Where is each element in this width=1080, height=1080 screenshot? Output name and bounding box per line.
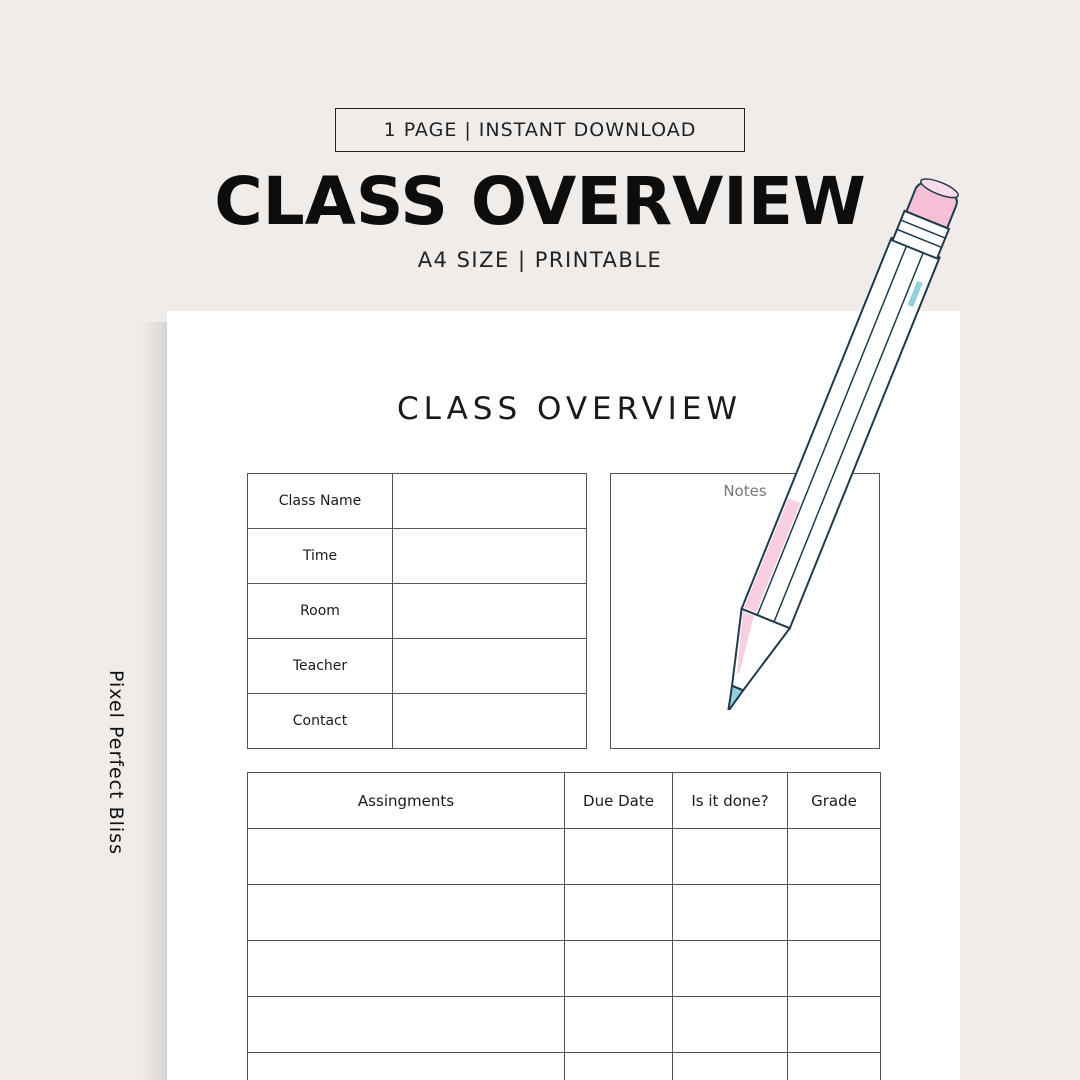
info-row (248, 639, 587, 694)
info-row (248, 584, 587, 639)
info-value-cell (393, 529, 587, 584)
table-cell (565, 1053, 673, 1080)
table-cell (248, 885, 565, 941)
info-label: Time (248, 529, 393, 584)
sheet-title: CLASS OVERVIEW (396, 391, 743, 427)
table-cell (673, 941, 788, 997)
table-cell (248, 829, 565, 885)
info-label: Contact (248, 694, 393, 749)
assignments-header-row (248, 773, 881, 829)
table-cell (673, 1053, 788, 1080)
column-header-grade: Grade (788, 773, 881, 829)
table-cell (788, 829, 881, 885)
table-row (248, 1053, 881, 1080)
info-row (248, 529, 587, 584)
info-row (248, 694, 587, 749)
table-cell (788, 997, 881, 1053)
tagline-box (335, 108, 745, 152)
info-value-cell (393, 694, 587, 749)
pencil-icon (690, 170, 990, 710)
table-row (248, 885, 881, 941)
tagline-text: 1 PAGE | INSTANT DOWNLOAD (383, 119, 697, 141)
table-row (248, 941, 881, 997)
info-row (248, 474, 587, 529)
assignments-table (247, 772, 881, 1080)
table-cell (673, 829, 788, 885)
table-cell (565, 829, 673, 885)
column-header-is-done: Is it done? (673, 773, 788, 829)
info-label: Teacher (248, 639, 393, 694)
class-info-table (247, 473, 587, 749)
table-row (248, 829, 881, 885)
info-value-cell (393, 474, 587, 529)
info-label: Room (248, 584, 393, 639)
table-cell (788, 941, 881, 997)
table-cell (565, 885, 673, 941)
table-cell (565, 941, 673, 997)
info-label: Class Name (248, 474, 393, 529)
notes-label: Notes (723, 482, 767, 500)
table-cell (788, 885, 881, 941)
table-row (248, 997, 881, 1053)
column-header-assignments: Assingments (248, 773, 565, 829)
table-cell (788, 1053, 881, 1080)
info-value-cell (393, 584, 587, 639)
brand-name: Pixel Perfect Bliss (105, 670, 127, 855)
table-cell (248, 1053, 565, 1080)
info-value-cell (393, 639, 587, 694)
column-header-due-date: Due Date (565, 773, 673, 829)
table-cell (673, 997, 788, 1053)
table-cell (565, 997, 673, 1053)
table-cell (673, 885, 788, 941)
hero-subtitle: A4 SIZE | PRINTABLE (417, 248, 663, 272)
hero-title: CLASS OVERVIEW (214, 163, 866, 240)
table-cell (248, 941, 565, 997)
table-cell (248, 997, 565, 1053)
